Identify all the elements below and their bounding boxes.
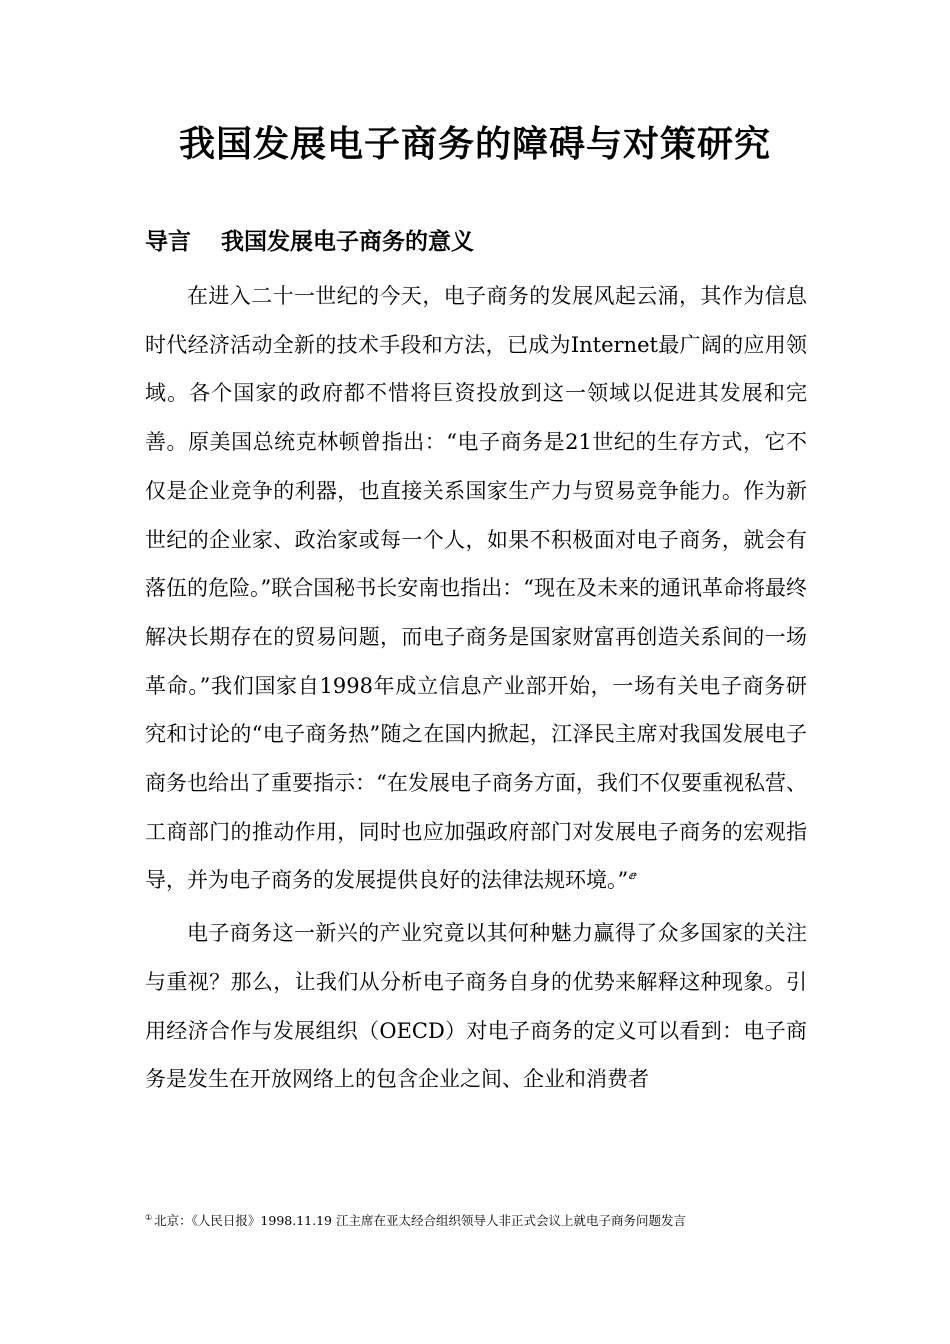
footnote-text: 北京：《人民日报》1998.11.19 江主席在亚太经合组织领导人非正式会议上就电子商务问题发言 bbox=[154, 1213, 686, 1228]
paragraph bbox=[145, 272, 807, 905]
section-heading bbox=[145, 222, 474, 262]
section-heading-label: 导言 bbox=[145, 228, 191, 255]
footnote-reference: ⅇ bbox=[628, 868, 636, 883]
section-heading-text: 我国发展电子商务的意义 bbox=[221, 228, 474, 255]
paragraph bbox=[145, 909, 807, 1104]
body-text bbox=[145, 272, 807, 1104]
paragraph-text: 电子商务这一新兴的产业究竟以其何种魅力赢得了众多国家的关注与重视？那么，让我们从分析电子商务自身的优势来解释这种现象。引用经济合作与发展组织（OECD）对电子商务的定义可以看到：电子商务是发生在开放网络上的包含企业之间、企业和消费者 bbox=[145, 921, 807, 1092]
footnote bbox=[145, 1211, 845, 1231]
paragraph-text: 在进入二十一世纪的今天，电子商务的发展风起云涌，其作为信息时代经济活动全新的技术手段和方法，已成为Internet最广阔的应用领域。各个国家的政府都不惜将巨资投放到这一领域以促进其发展和完善。原美国总统克林顿曾指出：“电子商务是21世纪的生存方式，它不仅是企业竞争的利器，也直接关系国家生产力与贸易竞争能力。作为新世纪的企业家、政治家或每一个人，如果不积极面对电子商务，就会有落伍的危险。”联合国秘书长安南也指出：“现在及未来的通讯革命将最终解决长期存在的贸易问题，而电子商务是国家财富再创造关系间的一场革命。”我们国家自1998年成立信息产业部开始，一场有关电子商务研究和讨论的“电子商务热”随之在国内掀起，江泽民主席对我国发展电子商务也给出了重要指示：“在发展电子商务方面，我们不仅要重视私营、工商部门的推动作用，同时也应加强政府部门对发展电子商务的宏观指导，并为电子商务的发展提供良好的法律法规环境。” bbox=[145, 284, 807, 893]
document-title: 我国发展电子商务的障碍与对策研究 bbox=[178, 123, 771, 165]
footnote-number: ① bbox=[145, 1212, 153, 1222]
